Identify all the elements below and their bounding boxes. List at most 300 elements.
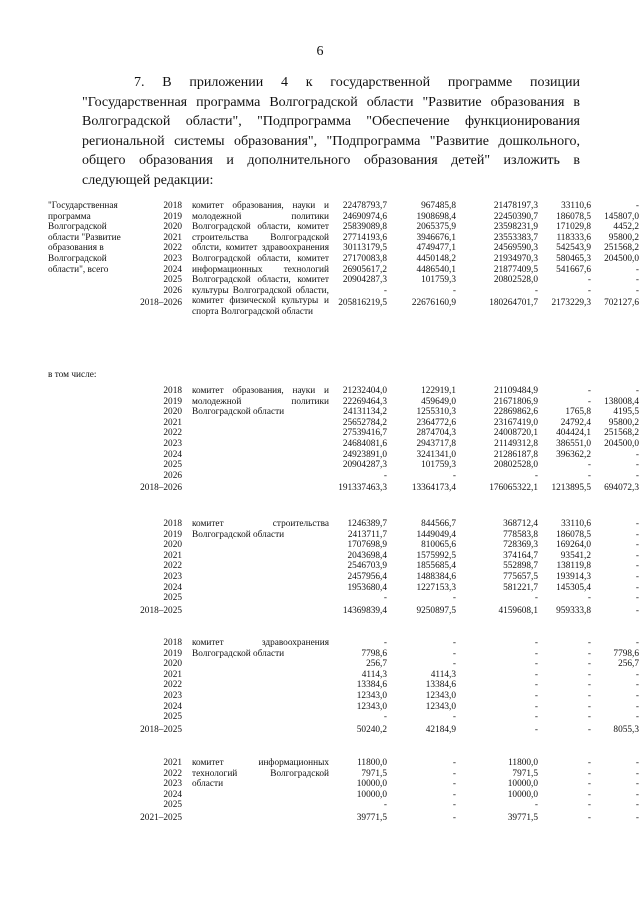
cell-value: - xyxy=(587,638,591,648)
cell-value: 23167419,0 xyxy=(493,417,538,428)
cell-value: 256,7 xyxy=(366,659,387,670)
cell-value: 118333,6 xyxy=(556,232,591,243)
extrabudget-col xyxy=(591,386,639,494)
cell-value: 101759,3 xyxy=(421,460,456,471)
cell-value: - xyxy=(534,800,538,811)
cell-value: 1908698,4 xyxy=(416,211,456,222)
cell-value: 138008,4 xyxy=(604,396,639,407)
cell-value: 541667,6 xyxy=(556,264,591,275)
cell-value: 459649,0 xyxy=(421,396,456,407)
cell-value: 26905617,2 xyxy=(342,264,387,275)
cell-value: - xyxy=(587,285,591,296)
responsible-executors: комитет здравоохранения Волгоградской области xyxy=(192,638,329,659)
cell-value: 4114,3 xyxy=(430,669,456,680)
cell-value: - xyxy=(534,659,538,670)
cell-value: - xyxy=(452,638,456,648)
cell-value: - xyxy=(635,812,639,823)
cell-value: 93541,2 xyxy=(560,550,591,561)
cell-value: 2874704,3 xyxy=(416,428,456,439)
cell-value: 12343,0 xyxy=(356,690,387,701)
page-number: 6 xyxy=(316,44,324,59)
cell-value: 967485,8 xyxy=(421,201,456,211)
regional-budget-col xyxy=(456,758,538,824)
cell-value: 2043698,4 xyxy=(347,550,387,561)
cell-value: - xyxy=(452,593,456,604)
local-budget-col xyxy=(538,638,591,735)
cell-value: 4450148,2 xyxy=(416,253,456,264)
cell-value: 2025 xyxy=(163,275,182,286)
cell-value: - xyxy=(452,648,456,659)
cell-value: 25652784,2 xyxy=(342,417,387,428)
cell-value: 22676160,9 xyxy=(411,298,456,309)
cell-value: 24008720,1 xyxy=(493,428,538,439)
total-col xyxy=(310,201,387,309)
cell-value: 21149312,8 xyxy=(494,438,538,449)
cell-value: 8055,3 xyxy=(613,724,639,735)
cell-value: 2457956,4 xyxy=(347,571,387,582)
cell-value: 2022 xyxy=(163,680,182,691)
cell-value: 256,7 xyxy=(618,659,639,670)
regional-budget-col xyxy=(456,386,538,494)
cell-value: 2018–2025 xyxy=(140,605,182,616)
cell-value: 7971,5 xyxy=(361,768,387,779)
cell-value: 101759,3 xyxy=(421,275,456,286)
cell-value: 180264701,7 xyxy=(489,298,538,309)
cell-value: 2024 xyxy=(163,264,182,275)
cell-value: - xyxy=(587,701,591,712)
cell-value: - xyxy=(534,593,538,604)
cell-value: - xyxy=(587,593,591,604)
cell-value: 2546703,9 xyxy=(347,561,387,572)
cell-value: 11800,0 xyxy=(508,758,538,768)
years-col xyxy=(134,638,182,735)
cell-value: - xyxy=(587,724,591,735)
cell-value: 21232404,0 xyxy=(342,386,387,396)
cell-value: 581221,7 xyxy=(503,582,538,593)
cell-value: - xyxy=(635,680,639,691)
cell-value: 2023 xyxy=(163,438,182,449)
cell-value: 1227153,3 xyxy=(416,582,456,593)
cell-value: 2020 xyxy=(163,222,182,233)
federal-budget-col xyxy=(387,201,456,309)
responsible-executors: комитет строительства Волгоградской области xyxy=(192,519,329,540)
extrabudget-col xyxy=(591,638,639,735)
cell-value: 728369,3 xyxy=(503,540,538,551)
cell-value: 171029,8 xyxy=(556,222,591,233)
block-3 xyxy=(0,638,640,748)
cell-value: 2065375,9 xyxy=(416,222,456,233)
cell-value: - xyxy=(383,285,387,296)
cell-value: 2173229,3 xyxy=(551,298,591,309)
cell-value: - xyxy=(635,701,639,712)
cell-value: 12343,0 xyxy=(425,690,456,701)
cell-value: 1255310,3 xyxy=(416,407,456,418)
cell-value: - xyxy=(534,680,538,691)
cell-value: - xyxy=(452,285,456,296)
cell-value: 552898,7 xyxy=(503,561,538,572)
cell-value: 2021 xyxy=(163,758,182,768)
cell-value: 2025 xyxy=(163,712,182,723)
cell-value: - xyxy=(534,669,538,680)
cell-value: 2021 xyxy=(163,669,182,680)
block-1 xyxy=(0,386,640,510)
cell-value: - xyxy=(383,712,387,723)
cell-value: 21877409,5 xyxy=(493,264,538,275)
cell-value: - xyxy=(635,540,639,551)
cell-value: 2019 xyxy=(163,211,182,222)
cell-value: - xyxy=(587,768,591,779)
cell-value: 2018 xyxy=(163,519,182,529)
cell-value: 1855685,4 xyxy=(416,561,456,572)
cell-value: 10000,0 xyxy=(356,779,387,790)
intro-text: 7. В приложении 4 к государственной программе позиции "Государственная программа Волгоградской области "Развитие образования в Волгоградской области", "Подпрограмма "Обеспечение функционирования региональной системы образования", "Подпрограмма "Развитие дошкольного, общего образования и дополнительного образования детей" изложить в следующей редакции: xyxy=(82,75,580,188)
cell-value: 186078,5 xyxy=(556,529,591,540)
cell-value: 2025 xyxy=(163,800,182,811)
federal-budget-col xyxy=(387,758,456,824)
cell-value: 10000,0 xyxy=(356,789,387,800)
cell-value: 251568,2 xyxy=(604,243,639,254)
local-budget-col xyxy=(538,519,591,616)
cell-value: 4749477,1 xyxy=(416,243,456,254)
cell-value: - xyxy=(587,659,591,670)
cell-value: - xyxy=(635,470,639,481)
cell-value: 4114,3 xyxy=(361,669,387,680)
cell-value: 169264,0 xyxy=(556,540,591,551)
cell-value: 2022 xyxy=(163,428,182,439)
cell-value: 2020 xyxy=(163,407,182,418)
cell-value: 4452,2 xyxy=(613,222,639,233)
cell-value: 959333,8 xyxy=(556,605,591,616)
in-that-number: в том числе: xyxy=(48,370,97,380)
cell-value: - xyxy=(452,768,456,779)
cell-value: 2025 xyxy=(163,593,182,604)
cell-value: 14369839,4 xyxy=(342,605,387,616)
cell-value: 22269464,3 xyxy=(342,396,387,407)
cell-value: - xyxy=(635,758,639,768)
cell-value: 205816219,5 xyxy=(338,298,387,309)
cell-value: 21934970,3 xyxy=(493,253,538,264)
cell-value: 2020 xyxy=(163,659,182,670)
cell-value: 39771,5 xyxy=(507,812,538,823)
cell-value: - xyxy=(635,768,639,779)
years-col xyxy=(134,519,182,616)
cell-value: 1575992,5 xyxy=(416,550,456,561)
total-col xyxy=(310,519,387,616)
cell-value: 11800,0 xyxy=(357,758,387,768)
cell-value: - xyxy=(383,800,387,811)
cell-value: 1488384,6 xyxy=(416,571,456,582)
cell-value: 2024 xyxy=(163,701,182,712)
cell-value: 2364772,6 xyxy=(416,417,456,428)
cell-value: 2021 xyxy=(163,417,182,428)
cell-value: 2024 xyxy=(163,789,182,800)
intro-paragraph xyxy=(82,73,580,191)
extrabudget-col xyxy=(591,519,639,616)
cell-value: 12343,0 xyxy=(425,701,456,712)
cell-value: - xyxy=(587,648,591,659)
cell-value: 24792,4 xyxy=(560,417,591,428)
cell-value: - xyxy=(635,593,639,604)
cell-value: - xyxy=(635,571,639,582)
cell-value: 24923891,0 xyxy=(342,449,387,460)
cell-value: 20802528,0 xyxy=(493,275,538,286)
cell-value: 2026 xyxy=(163,285,182,296)
cell-value: 2021 xyxy=(163,232,182,243)
cell-value: 13384,6 xyxy=(356,680,387,691)
regional-budget-col xyxy=(456,201,538,309)
extrabudget-col xyxy=(591,758,639,824)
cell-value: 3241341,0 xyxy=(416,449,456,460)
cell-value: 374164,7 xyxy=(503,550,538,561)
cell-value: 251568,2 xyxy=(604,428,639,439)
cell-value: - xyxy=(587,396,591,407)
responsible-executors: комитет образования, науки и молодежной политики Волгоградской области, комитет строительства Волгоградской облсти, комитет здравоохранения Волгоградской области, комитет информационных технологий Волгоградской области, комитет культуры Волгоградской области, комитет физической культуры и спорта Волгоградской области xyxy=(192,201,329,317)
cell-value: 27170083,8 xyxy=(342,253,387,264)
cell-value: 20802528,0 xyxy=(493,460,538,471)
cell-value: 10000,0 xyxy=(507,779,538,790)
cell-value: 2023 xyxy=(163,571,182,582)
cell-value: 176065322,1 xyxy=(489,483,538,494)
cell-value: 22478793,7 xyxy=(342,201,387,211)
cell-value: 2018 xyxy=(163,638,182,648)
cell-value: 191337463,3 xyxy=(338,483,387,494)
cell-value: 2026 xyxy=(163,470,182,481)
cell-value: - xyxy=(587,690,591,701)
cell-value: - xyxy=(452,800,456,811)
cell-value: 2025 xyxy=(163,460,182,471)
cell-value: 2023 xyxy=(163,253,182,264)
cell-value: - xyxy=(587,800,591,811)
program-label: "Государственная программа Волгоградской области "Развитие образования в Волгоградской области", всего xyxy=(48,201,121,275)
cell-value: 24684081,6 xyxy=(342,438,387,449)
cell-value: 7971,5 xyxy=(512,768,538,779)
cell-value: 542543,9 xyxy=(556,243,591,254)
cell-value: 4195,5 xyxy=(613,407,639,418)
years-col xyxy=(134,758,182,824)
cell-value: 3946676,1 xyxy=(416,232,456,243)
cell-value: 27714193,6 xyxy=(342,232,387,243)
cell-value: 2024 xyxy=(163,449,182,460)
cell-value: - xyxy=(383,638,387,648)
cell-value: - xyxy=(635,519,639,529)
cell-value: 2018 xyxy=(163,386,182,396)
cell-value: 33110,6 xyxy=(561,519,591,529)
cell-value: - xyxy=(587,460,591,471)
cell-value: - xyxy=(635,561,639,572)
cell-value: - xyxy=(534,724,538,735)
cell-value: 386551,0 xyxy=(556,438,591,449)
block-0 xyxy=(0,201,640,361)
cell-value: - xyxy=(635,529,639,540)
federal-budget-col xyxy=(387,638,456,735)
cell-value: - xyxy=(534,648,538,659)
cell-value: 21286187,8 xyxy=(493,449,538,460)
cell-value: 1953680,4 xyxy=(347,582,387,593)
cell-value: 95800,2 xyxy=(608,232,639,243)
cell-value: - xyxy=(383,593,387,604)
cell-value: 2024 xyxy=(163,582,182,593)
block-4 xyxy=(0,758,640,838)
cell-value: - xyxy=(534,638,538,648)
cell-value: - xyxy=(452,779,456,790)
regional-budget-col xyxy=(456,519,538,616)
cell-value: 21109484,9 xyxy=(494,386,538,396)
cell-value: - xyxy=(635,201,639,211)
cell-value: 10000,0 xyxy=(507,789,538,800)
cell-value: - xyxy=(635,550,639,561)
cell-value: 9250897,5 xyxy=(416,605,456,616)
cell-value: 810065,6 xyxy=(421,540,456,551)
cell-value: 138119,8 xyxy=(556,561,591,572)
cell-value: 4159608,1 xyxy=(498,605,538,616)
cell-value: 2018–2025 xyxy=(140,724,182,735)
cell-value: 2018–2026 xyxy=(140,483,182,494)
cell-value: 396362,2 xyxy=(556,449,591,460)
cell-value: - xyxy=(587,779,591,790)
cell-value: - xyxy=(534,690,538,701)
cell-value: - xyxy=(383,470,387,481)
cell-value: - xyxy=(587,812,591,823)
cell-value: 2023 xyxy=(163,690,182,701)
local-budget-col xyxy=(538,758,591,824)
total-col xyxy=(310,758,387,824)
cell-value: 204500,0 xyxy=(604,253,639,264)
cell-value: 775657,5 xyxy=(503,571,538,582)
cell-value: - xyxy=(635,285,639,296)
cell-value: 13364173,4 xyxy=(411,483,456,494)
cell-value: - xyxy=(635,449,639,460)
cell-value: 39771,5 xyxy=(356,812,387,823)
cell-value: - xyxy=(635,712,639,723)
cell-value: 1246389,7 xyxy=(347,519,387,529)
cell-value: 1707698,9 xyxy=(347,540,387,551)
cell-value: 2413711,7 xyxy=(347,529,387,540)
cell-value: 694072,3 xyxy=(604,483,639,494)
total-col xyxy=(310,638,387,735)
total-col xyxy=(310,386,387,494)
cell-value: 844566,7 xyxy=(421,519,456,529)
cell-value: 204500,0 xyxy=(604,438,639,449)
federal-budget-col xyxy=(387,519,456,616)
local-budget-col xyxy=(538,386,591,494)
cell-value: 186078,5 xyxy=(556,211,591,222)
cell-value: 42184,9 xyxy=(425,724,456,735)
cell-value: 2018–2026 xyxy=(140,298,182,309)
cell-value: - xyxy=(534,470,538,481)
cell-value: - xyxy=(452,659,456,670)
cell-value: 404424,1 xyxy=(556,428,591,439)
cell-value: 20904287,3 xyxy=(342,460,387,471)
responsible-executors: комитет образования, науки и молодежной политики Волгоградской области xyxy=(192,386,329,418)
years-col xyxy=(134,386,182,494)
cell-value: 24569590,3 xyxy=(493,243,538,254)
cell-value: - xyxy=(534,712,538,723)
cell-value: - xyxy=(635,779,639,790)
cell-value: 22869862,6 xyxy=(493,407,538,418)
cell-value: 7798,6 xyxy=(361,648,387,659)
cell-value: 33110,6 xyxy=(561,201,591,211)
cell-value: - xyxy=(635,800,639,811)
cell-value: 12343,0 xyxy=(356,701,387,712)
cell-value: 368712,4 xyxy=(503,519,538,529)
cell-value: 27539416,7 xyxy=(342,428,387,439)
cell-value: - xyxy=(587,386,591,396)
cell-value: - xyxy=(452,758,456,768)
cell-value: 145305,4 xyxy=(556,582,591,593)
cell-value: - xyxy=(635,386,639,396)
cell-value: - xyxy=(635,690,639,701)
cell-value: 25839089,8 xyxy=(342,222,387,233)
cell-value: 778583,8 xyxy=(503,529,538,540)
cell-value: 23598231,9 xyxy=(493,222,538,233)
cell-value: 4486540,1 xyxy=(416,264,456,275)
cell-value: 24690974,6 xyxy=(342,211,387,222)
extrabudget-col xyxy=(591,201,639,309)
cell-value: 2023 xyxy=(163,779,182,790)
cell-value: - xyxy=(635,669,639,680)
cell-value: - xyxy=(587,712,591,723)
regional-budget-col xyxy=(456,638,538,735)
cell-value: 122919,1 xyxy=(421,386,456,396)
cell-value: 21478197,3 xyxy=(493,201,538,211)
cell-value: 95800,2 xyxy=(608,417,639,428)
cell-value: 2018 xyxy=(163,201,182,211)
cell-value: 1213895,5 xyxy=(551,483,591,494)
cell-value: 22450390,7 xyxy=(493,211,538,222)
cell-value: 580465,3 xyxy=(556,253,591,264)
cell-value: 702127,6 xyxy=(604,298,639,309)
cell-value: - xyxy=(452,812,456,823)
cell-value: - xyxy=(635,264,639,275)
cell-value: 2943717,8 xyxy=(416,438,456,449)
cell-value: 13384,6 xyxy=(425,680,456,691)
cell-value: - xyxy=(635,460,639,471)
years-col xyxy=(134,201,182,309)
cell-value: 193914,3 xyxy=(556,571,591,582)
cell-value: - xyxy=(587,275,591,286)
cell-value: 20904287,3 xyxy=(342,275,387,286)
local-budget-col xyxy=(538,201,591,309)
cell-value: 145807,0 xyxy=(604,211,639,222)
cell-value: 2019 xyxy=(163,396,182,407)
cell-value: 2019 xyxy=(163,648,182,659)
cell-value: - xyxy=(534,285,538,296)
cell-value: 21671806,9 xyxy=(493,396,538,407)
cell-value: 7798,6 xyxy=(613,648,639,659)
cell-value: 50240,2 xyxy=(356,724,387,735)
cell-value: 30113179,5 xyxy=(343,243,387,254)
cell-value: - xyxy=(635,275,639,286)
cell-value: 24131134,2 xyxy=(343,407,387,418)
cell-value: 2022 xyxy=(163,243,182,254)
cell-value: - xyxy=(587,758,591,768)
cell-value: 1765,8 xyxy=(565,407,591,418)
cell-value: - xyxy=(452,789,456,800)
cell-value: - xyxy=(635,638,639,648)
cell-value: 2019 xyxy=(163,529,182,540)
cell-value: 2020 xyxy=(163,540,182,551)
cell-value: - xyxy=(587,669,591,680)
cell-value: - xyxy=(452,712,456,723)
cell-value: 1449049,4 xyxy=(416,529,456,540)
cell-value: - xyxy=(587,470,591,481)
cell-value: - xyxy=(635,789,639,800)
block-2 xyxy=(0,519,640,629)
cell-value: 2022 xyxy=(163,561,182,572)
responsible-executors: комитет информационных технологий Волгоградской области xyxy=(192,758,329,790)
federal-budget-col xyxy=(387,386,456,494)
cell-value: - xyxy=(587,789,591,800)
